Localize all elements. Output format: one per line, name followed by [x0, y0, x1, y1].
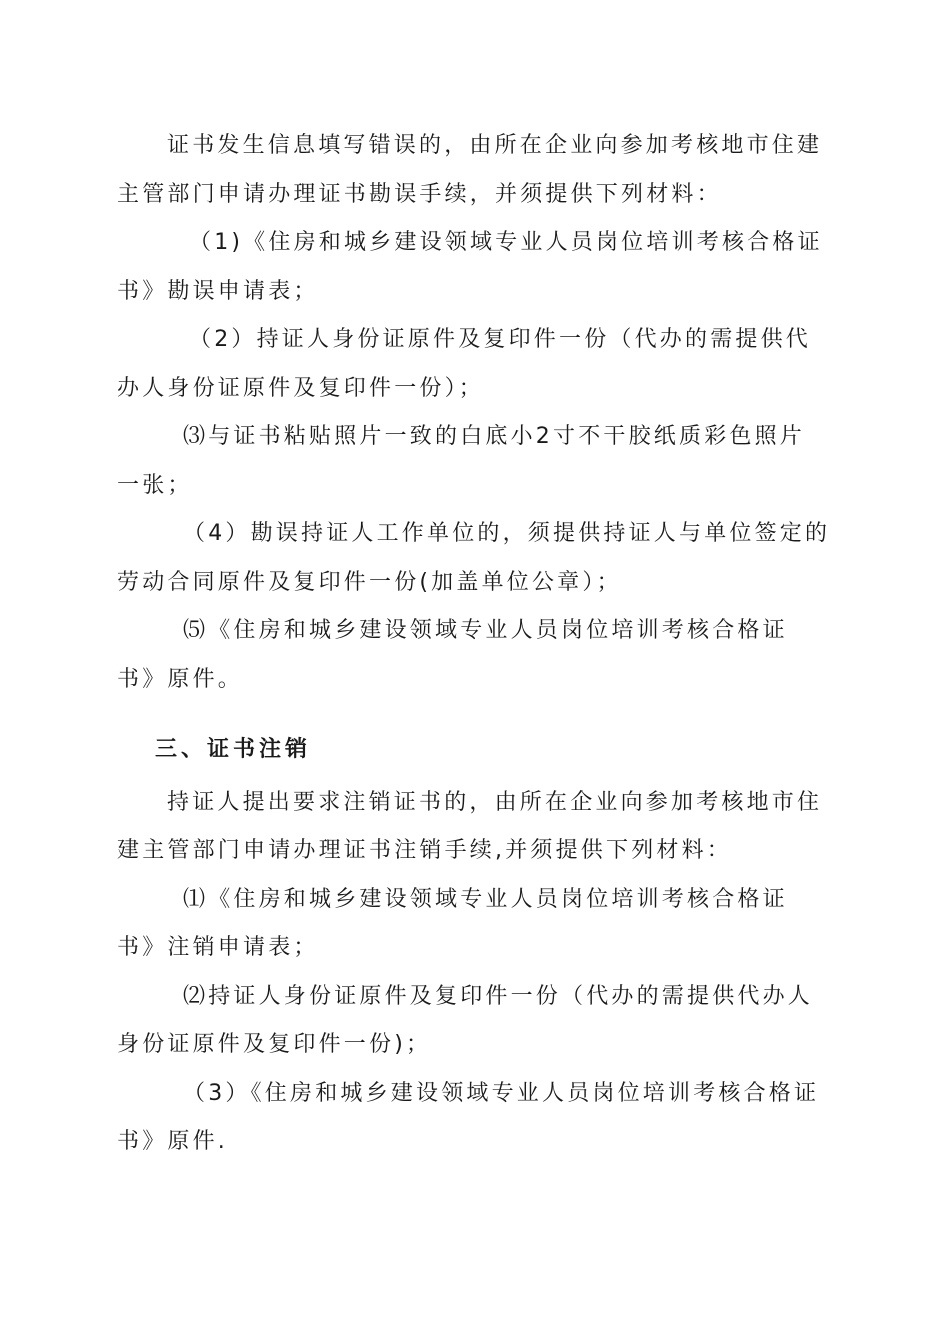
text-line: 书》原件。 [117, 666, 244, 692]
text-line: 建主管部门申请办理证书注销手续,并须提供下列材料： [117, 838, 732, 863]
text-line: 书》注销申请表； [117, 935, 319, 960]
text-line: ⑸《住房和城乡建设领域专业人员岗位培训考核合格证 [183, 618, 788, 643]
section2-item-5 [117, 607, 833, 704]
text-line: ⑴《住房和城乡建设领域专业人员岗位培训考核合格证 [183, 886, 788, 912]
section2-item-4 [117, 510, 833, 607]
text-line: 书》勘误申请表； [117, 278, 319, 304]
text-line: ⑵持证人身份证原件及复印件一份（代办的需提供代办人 [183, 983, 814, 1009]
text-line: 持证人提出要求注销证书的，由所在企业向参加考核地市住 [167, 789, 823, 815]
document-page [117, 122, 833, 1167]
section2-intro [117, 122, 833, 219]
section3-intro [117, 779, 833, 876]
section3-item-1 [117, 876, 833, 973]
section3-item-2 [117, 973, 833, 1070]
text-line: 证书发生信息填写错误的，由所在企业向参加考核地市住建 [167, 133, 823, 158]
text-line: 身份证原件及复印件一份)； [117, 1032, 432, 1057]
section3-item-3 [117, 1070, 833, 1167]
section2-item-3 [117, 413, 833, 510]
text-line: ⑶与证书粘贴照片一致的白底小2寸不干胶纸质彩色照片 [183, 424, 805, 449]
text-line: （3）《住房和城乡建设领域专业人员岗位培训考核合格证 [183, 1080, 820, 1106]
text-line: （2）持证人身份证原件及复印件一份（代办的需提供代 [189, 327, 811, 352]
section2-item-2 [117, 316, 833, 413]
text-line: 一张； [117, 472, 193, 498]
text-line: 劳动合同原件及复印件一份(加盖单位公章）； [117, 569, 622, 595]
section2-item-1 [117, 219, 833, 316]
text-line: （1)《住房和城乡建设领域专业人员岗位培训考核合格证 [189, 230, 823, 255]
section3-heading: 三、证书注销 [155, 737, 312, 762]
text-line: 书》原件. [117, 1129, 228, 1154]
text-line: 主管部门申请办理证书勘误手续，并须提供下列材料： [117, 181, 722, 207]
text-line: 办人身份证原件及复印件一份）； [117, 375, 485, 401]
text-line: （4）勘误持证人工作单位的，须提供持证人与单位签定的 [183, 521, 831, 546]
